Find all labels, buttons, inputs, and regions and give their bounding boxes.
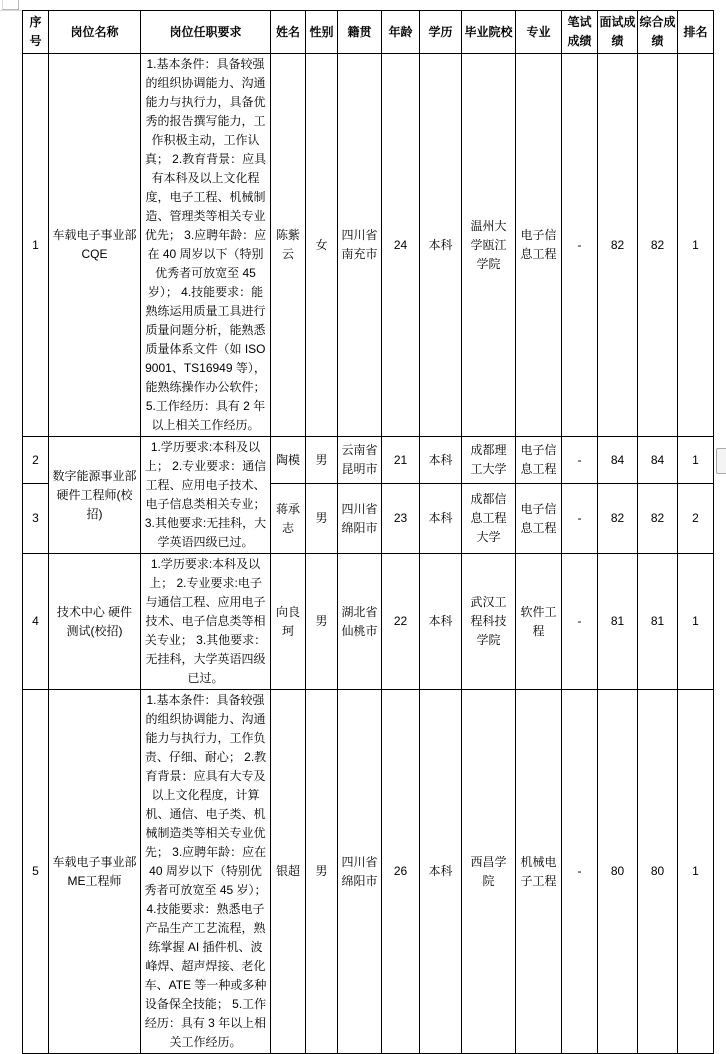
cell-interview-score: 82	[598, 54, 638, 437]
cell-gender: 女	[306, 54, 338, 437]
cell-name: 陶模	[271, 437, 306, 484]
cell-rank: 1	[678, 437, 714, 484]
cell-age: 26	[382, 690, 420, 1054]
header-requirements: 岗位任职要求	[141, 11, 271, 54]
cell-gender: 男	[306, 437, 338, 484]
cell-overall-score: 84	[638, 437, 678, 484]
header-name: 姓名	[271, 11, 306, 54]
header-position: 岗位名称	[49, 11, 141, 54]
cell-gender: 男	[306, 554, 338, 690]
cell-requirements: 1.基本条件：具备较强的组织协调能力、沟通能力与执行力，具备优秀的报告撰写能力，工作积极主动，工作认真； 2.教育背景：应具有本科及以上文化程度，电子工程、机械制造、管理类等相关专业优先； 3.应聘年龄：应在 40 周岁以下（特别优秀者可放宽至 45 岁）； 4.技能要求：能熟练运用质量工具进行质量问题分析，能熟悉质量体系文件（如 ISO9001、TS16949 等），能熟练操作办公软件； 5.工作经历：具有 2 年以上相关工作经历。	[141, 54, 271, 437]
cell-major: 机械电子工程	[516, 690, 562, 1054]
cell-school: 武汉工程科技学院	[462, 554, 516, 690]
cell-hometown: 四川省绵阳市	[338, 484, 382, 554]
cell-rank: 1	[678, 54, 714, 437]
cell-age: 21	[382, 437, 420, 484]
cell-education: 本科	[420, 437, 462, 484]
table-header-row	[23, 11, 714, 54]
cell-interview-score: 80	[598, 690, 638, 1054]
cell-education: 本科	[420, 54, 462, 437]
cell-requirements: 1.学历要求:本科及以上； 2.专业要求:电子与通信工程、应用电子技术、电子信息类等相关专业； 3.其他要求：无挂科，大学英语四级已过。	[141, 554, 271, 690]
cell-seq: 4	[23, 554, 49, 690]
cell-interview-score: 84	[598, 437, 638, 484]
cell-overall-score: 82	[638, 484, 678, 554]
header-seq: 序号	[23, 11, 49, 54]
cell-major: 电子信息工程	[516, 54, 562, 437]
cell-written-score: -	[562, 484, 598, 554]
cell-seq: 1	[23, 54, 49, 437]
cell-written-score: -	[562, 554, 598, 690]
cell-overall-score: 81	[638, 554, 678, 690]
cell-hometown: 四川省绵阳市	[338, 690, 382, 1054]
header-written-score: 笔试成绩	[562, 11, 598, 54]
cell-position: 技术中心 硬件测试(校招)	[49, 554, 141, 690]
cell-written-score: -	[562, 54, 598, 437]
table-row	[23, 690, 714, 1054]
cell-school: 温州大学瓯江学院	[462, 54, 516, 437]
cell-hometown: 湖北省仙桃市	[338, 554, 382, 690]
cell-interview-score: 81	[598, 554, 638, 690]
cell-school: 西昌学院	[462, 690, 516, 1054]
cell-major: 电子信息工程	[516, 484, 562, 554]
cell-age: 24	[382, 54, 420, 437]
cell-rank: 1	[678, 554, 714, 690]
header-overall-score: 综合成绩	[638, 11, 678, 54]
cell-gender: 男	[306, 484, 338, 554]
header-age: 年龄	[382, 11, 420, 54]
table-row	[23, 437, 714, 484]
cell-major: 电子信息工程	[516, 437, 562, 484]
cell-written-score: -	[562, 437, 598, 484]
cell-name: 陈紫云	[271, 54, 306, 437]
cell-gender: 男	[306, 690, 338, 1054]
cell-education: 本科	[420, 484, 462, 554]
cell-education: 本科	[420, 690, 462, 1054]
header-gender: 性别	[306, 11, 338, 54]
cell-school: 成都信息工程大学	[462, 484, 516, 554]
cell-requirements: 1.学历要求:本科及以上； 2.专业要求：通信工程、应用电子技术、电子信息类相关专业； 3.其他要求:无挂科，大学英语四级已过。	[141, 437, 271, 554]
cell-education: 本科	[420, 554, 462, 690]
cell-rank: 1	[678, 690, 714, 1054]
table-row	[23, 554, 714, 690]
cell-position: 车载电子事业部CQE	[49, 54, 141, 437]
grid-corner-box	[2, 0, 19, 10]
cell-overall-score: 82	[638, 54, 678, 437]
scrollbar-thumb[interactable]	[716, 448, 726, 474]
cell-major: 软件工程	[516, 554, 562, 690]
cell-written-score: -	[562, 690, 598, 1054]
header-rank: 排名	[678, 11, 714, 54]
header-major: 专业	[516, 11, 562, 54]
cell-hometown: 云南省昆明市	[338, 437, 382, 484]
cell-seq: 2	[23, 437, 49, 484]
header-education: 学历	[420, 11, 462, 54]
cell-school: 成都理工大学	[462, 437, 516, 484]
grid-corner-line	[0, 10, 22, 11]
cell-name: 蒋承志	[271, 484, 306, 554]
cell-overall-score: 80	[638, 690, 678, 1054]
recruitment-table	[22, 10, 714, 1054]
table-row	[23, 54, 714, 437]
cell-name: 银超	[271, 690, 306, 1054]
cell-position: 车载电子事业部ME工程师	[49, 690, 141, 1054]
header-hometown: 籍贯	[338, 11, 382, 54]
cell-hometown: 四川省南充市	[338, 54, 382, 437]
cell-seq: 3	[23, 484, 49, 554]
cell-age: 22	[382, 554, 420, 690]
header-school: 毕业院校	[462, 11, 516, 54]
cell-requirements: 1.基本条件：具备较强的组织协调能力、沟通能力与执行力，工作负责、仔细、耐心； 2.教育背景：应具有大专及以上文化程度，计算机、通信、电子类、机械制造类等相关专业优先； 3.应聘年龄：应在 40 周岁以下（特别优秀者可放宽至 45 岁）； 4.技能要求：熟悉电子产品生产工艺流程，熟练掌握 AI 插件机、波峰焊、超声焊接、老化车、ATE 等一种或多种设备保全技能； 5.工作经历：具有 3 年以上相关工作经历。	[141, 690, 271, 1054]
cell-rank: 2	[678, 484, 714, 554]
cell-age: 23	[382, 484, 420, 554]
cell-interview-score: 82	[598, 484, 638, 554]
cell-name: 向良珂	[271, 554, 306, 690]
header-interview-score: 面试成绩	[598, 11, 638, 54]
cell-seq: 5	[23, 690, 49, 1054]
cell-position: 数字能源事业部硬件工程师(校招)	[49, 437, 141, 554]
